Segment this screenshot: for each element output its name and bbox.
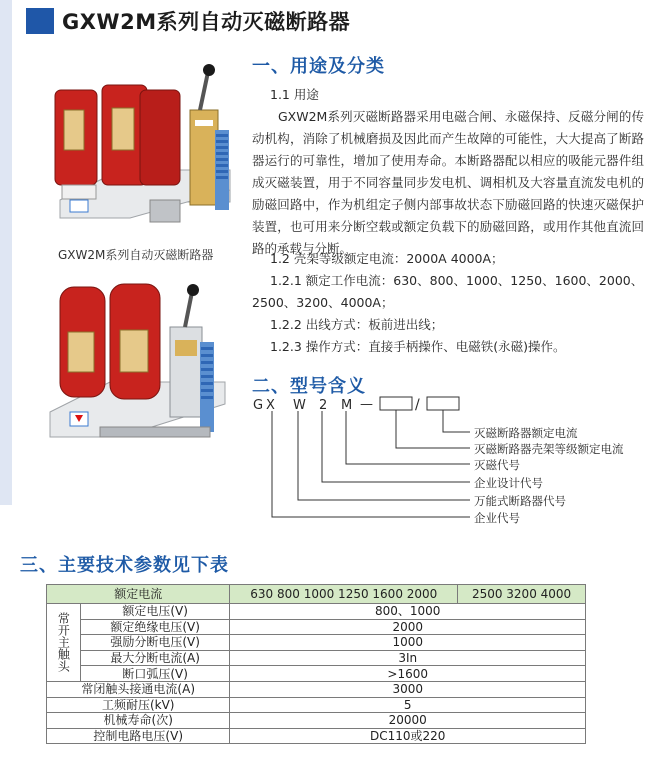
operation-method-spec: 1.2.3 操作方式：直接手柄操作、电磁铁(永磁)操作。 <box>270 339 566 354</box>
row-name: 额定绝缘电压(V) <box>80 619 230 635</box>
usage-paragraph: GXW2M系列灭磁断路器采用电磁合闸、永磁保持、反磁分闸的传动机构，消除了机械磨损及因此而产生故障的可能性，大大提高了断路器运行的可靠性，增加了使用寿命。本断路器配以相应的吸能元器件组成灭磁装置，用于不同容量同步发电机、调相机及大容量直流发电机的励磁回路中，作为机组定子侧内部事故状态下励磁回路的快速灭磁保护装置，也可用来分断空载或额定负载下的励磁回路，或用作其他直流回路的承载与分断。 <box>252 109 644 256</box>
code-letter-m: M <box>341 398 353 413</box>
working-current-spec-line1: 1.2.1 额定工作电流：630、800、1000、1250、1600、2000、 <box>270 273 644 288</box>
row-name: 控制电路电压(V) <box>47 728 230 744</box>
row-name: 断口弧压(V) <box>80 666 230 682</box>
row-value: 20000 <box>230 713 586 729</box>
breaker-photo-angled <box>40 262 235 457</box>
table-row <box>47 728 586 744</box>
page-title: GXW2M系列自动灭磁断路器 <box>62 10 351 34</box>
breaker-photo-front <box>40 50 235 240</box>
row-name: 额定电压(V) <box>80 604 230 620</box>
row-value: 3000 <box>230 681 586 697</box>
rated-current-box-2 <box>427 397 459 410</box>
table-header-row <box>47 585 586 604</box>
code-dash: — <box>360 397 373 412</box>
table-row <box>47 681 586 697</box>
legend-enterprise-code: 企业代号 <box>474 511 520 525</box>
table-row <box>47 697 586 713</box>
row-value: >1600 <box>230 666 586 682</box>
photo-caption: GXW2M系列自动灭磁断路器 <box>58 248 214 262</box>
frame-current-spec: 1.2 壳架等级额定电流：2000A 4000A； <box>270 251 504 266</box>
model-code-diagram <box>250 392 650 534</box>
legend-rated-current: 灭磁断路器额定电流 <box>474 426 578 440</box>
legend-universal-breaker-code: 万能式断路器代号 <box>474 494 566 508</box>
section-params-heading: 三、主要技术参数见下表 <box>20 555 229 576</box>
section-model-heading: 二、型号含义 <box>252 376 366 397</box>
table-row <box>47 635 586 651</box>
code-letter-x: X <box>266 398 275 413</box>
row-value: 3In <box>230 650 586 666</box>
row-name: 常闭触头接通电流(A) <box>47 681 230 697</box>
rated-current-box-1 <box>380 397 412 410</box>
table-row <box>47 619 586 635</box>
table-row <box>47 666 586 682</box>
row-name: 最大分断电流(A) <box>80 650 230 666</box>
row-name: 强励分断电压(V) <box>80 635 230 651</box>
row-value: DC110或220 <box>230 728 586 744</box>
header-range-b: 2500 3200 4000 <box>458 585 586 604</box>
header-range-a: 630 800 1000 1250 1600 2000 <box>230 585 458 604</box>
side-band <box>0 0 12 505</box>
title-marker <box>26 8 54 34</box>
wiring-method-spec: 1.2.2 出线方式：板前进出线； <box>270 317 444 332</box>
code-letter-2: 2 <box>319 398 328 413</box>
usage-subheading: 1.1 用途 <box>270 87 319 102</box>
params-table <box>46 584 586 744</box>
row-value: 800、1000 <box>230 604 586 620</box>
table-row <box>47 604 586 620</box>
row-name: 机械寿命(次) <box>47 713 230 729</box>
row-value: 5 <box>230 697 586 713</box>
row-value: 2000 <box>230 619 586 635</box>
working-current-spec-line2: 2500、3200、4000A； <box>252 295 394 310</box>
row-name: 工频耐压(kV) <box>47 697 230 713</box>
legend-frame-current: 灭磁断路器壳架等级额定电流 <box>474 442 624 456</box>
code-slash: / <box>415 397 420 413</box>
legend-design-code: 企业设计代号 <box>474 476 543 490</box>
header-label: 额定电流 <box>47 585 230 604</box>
table-row <box>47 713 586 729</box>
table-row <box>47 650 586 666</box>
code-letter-w: W <box>293 398 306 413</box>
legend-demag-code: 灭磁代号 <box>474 458 520 472</box>
row-value: 1000 <box>230 635 586 651</box>
code-letter-g: G <box>253 398 264 413</box>
group-label: 常开主触头 <box>47 604 81 682</box>
section-usage-heading: 一、用途及分类 <box>252 56 385 77</box>
